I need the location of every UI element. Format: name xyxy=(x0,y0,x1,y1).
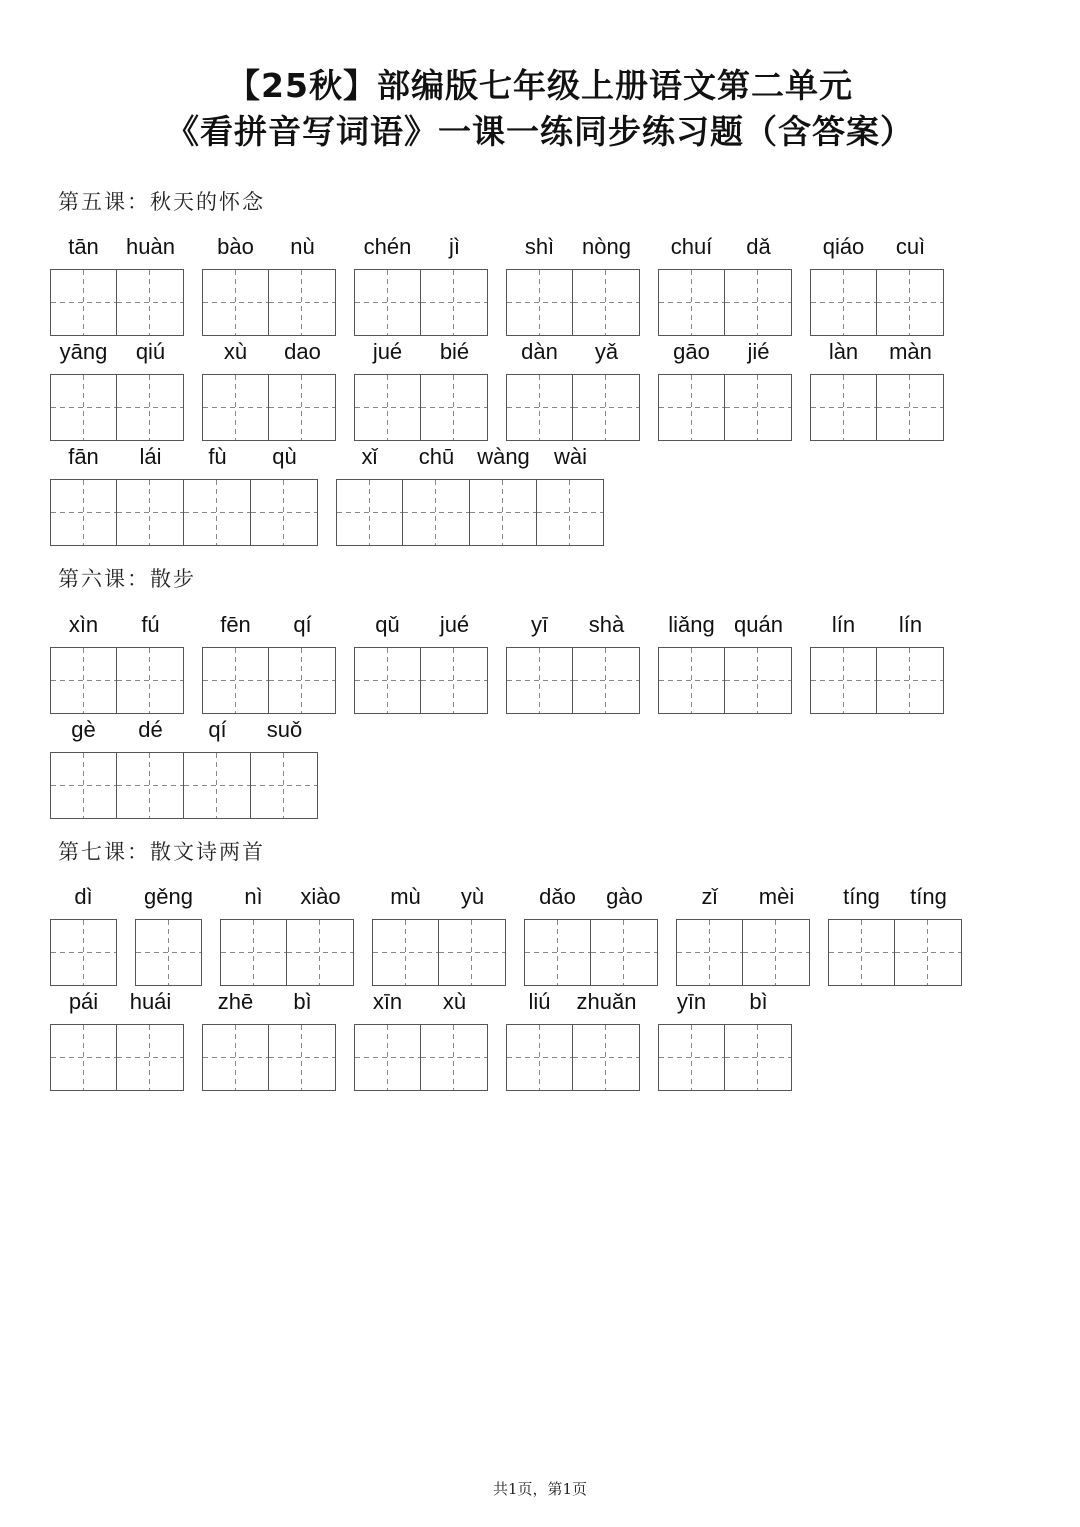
pinyin-label: màn xyxy=(889,339,932,364)
pinyin-label: zhē xyxy=(217,989,254,1014)
writing-grid-box[interactable] xyxy=(50,752,117,819)
pinyin-label: fù xyxy=(208,444,227,469)
writing-grid-box[interactable] xyxy=(725,374,792,441)
pinyin-label: qù xyxy=(272,444,297,469)
writing-grid-box[interactable] xyxy=(828,919,895,986)
writing-grid-box[interactable] xyxy=(877,647,944,714)
word-item xyxy=(50,715,318,820)
pinyin-label: fān xyxy=(68,444,99,469)
writing-grid-box[interactable] xyxy=(877,269,944,336)
word-item xyxy=(354,232,488,337)
pinyin-label: xìn xyxy=(68,612,99,637)
pinyin-label: huái xyxy=(129,989,172,1014)
pinyin-label: qiáo xyxy=(822,234,865,259)
writing-grid-box[interactable] xyxy=(810,647,877,714)
pinyin-label: xù xyxy=(223,339,248,364)
word-item xyxy=(354,987,488,1092)
word-item xyxy=(676,882,810,987)
pinyin-label: làn xyxy=(828,339,859,364)
writing-grid-box[interactable] xyxy=(506,647,573,714)
writing-grid-box[interactable] xyxy=(658,1024,725,1091)
word-item xyxy=(506,232,640,337)
pinyin-label: jì xyxy=(449,234,460,259)
pinyin-label: tíng xyxy=(910,884,947,909)
section-heading: 第五课：秋天的怀念 xyxy=(58,190,265,214)
pinyin-label: yǎ xyxy=(594,339,619,364)
pinyin-label: tíng xyxy=(843,884,880,909)
writing-grid-box[interactable] xyxy=(269,269,336,336)
writing-grid-box[interactable] xyxy=(50,1024,117,1091)
pinyin-label: fēn xyxy=(220,612,251,637)
word-item xyxy=(658,337,792,442)
word-item xyxy=(658,232,792,337)
pinyin-label: qǔ xyxy=(375,612,400,637)
pinyin-label: zǐ xyxy=(701,884,718,909)
writing-grid-box[interactable] xyxy=(506,269,573,336)
word-item xyxy=(336,442,604,547)
pinyin-label: nù xyxy=(290,234,315,259)
word-item xyxy=(135,882,202,987)
pinyin-label: yīn xyxy=(676,989,707,1014)
pinyin-label: qí xyxy=(208,717,227,742)
writing-grid-box[interactable] xyxy=(421,1024,488,1091)
writing-grid-box[interactable] xyxy=(403,479,470,546)
writing-grid-box[interactable] xyxy=(537,479,604,546)
writing-grid-box[interactable] xyxy=(184,479,251,546)
pinyin-label: wài xyxy=(553,444,587,469)
writing-grid-box[interactable] xyxy=(117,752,184,819)
pinyin-label: liǎng xyxy=(668,612,715,637)
writing-grid-box[interactable] xyxy=(251,479,318,546)
pinyin-label: dàn xyxy=(521,339,558,364)
writing-grid-box[interactable] xyxy=(372,919,439,986)
word-item xyxy=(506,337,640,442)
pinyin-label: yù xyxy=(460,884,485,909)
pinyin-label: jué xyxy=(439,612,470,637)
writing-grid-box[interactable] xyxy=(202,374,269,441)
writing-grid-box[interactable] xyxy=(117,269,184,336)
writing-grid-box[interactable] xyxy=(743,919,810,986)
word-item xyxy=(810,337,944,442)
pinyin-label: huàn xyxy=(126,234,175,259)
writing-grid-box[interactable] xyxy=(269,1024,336,1091)
page-footer: 共1页，第1页 xyxy=(492,1480,588,1498)
word-item xyxy=(354,337,488,442)
writing-grid-box[interactable] xyxy=(573,1024,640,1091)
word-item xyxy=(828,882,962,987)
writing-grid-box[interactable] xyxy=(220,919,287,986)
writing-grid-box[interactable] xyxy=(725,647,792,714)
pinyin-label: qí xyxy=(293,612,312,637)
writing-grid-box[interactable] xyxy=(658,269,725,336)
word-item xyxy=(810,610,944,715)
writing-grid-box[interactable] xyxy=(421,269,488,336)
word-item xyxy=(658,610,792,715)
pinyin-label: lín xyxy=(898,612,923,637)
writing-grid-box[interactable] xyxy=(50,374,117,441)
pinyin-label: dǎ xyxy=(746,234,771,259)
pinyin-label: bì xyxy=(293,989,312,1014)
writing-grid-box[interactable] xyxy=(725,1024,792,1091)
pinyin-label: gāo xyxy=(673,339,710,364)
page-title-line-1: 【25秋】部编版七年级上册语文第二单元 xyxy=(227,66,853,105)
writing-grid-box[interactable] xyxy=(50,647,117,714)
pinyin-label: tān xyxy=(68,234,99,259)
pinyin-label: chén xyxy=(363,234,412,259)
pinyin-label: dao xyxy=(284,339,321,364)
word-item xyxy=(524,882,658,987)
writing-grid-box[interactable] xyxy=(135,919,202,986)
pinyin-label: chū xyxy=(418,444,455,469)
pinyin-label: chuí xyxy=(670,234,713,259)
pinyin-label: xù xyxy=(442,989,467,1014)
pinyin-label: jié xyxy=(747,339,770,364)
writing-grid-box[interactable] xyxy=(117,479,184,546)
pinyin-label: lín xyxy=(831,612,856,637)
pinyin-label: dé xyxy=(138,717,163,742)
pinyin-label: bì xyxy=(749,989,768,1014)
word-item xyxy=(202,337,336,442)
pinyin-label: gěng xyxy=(144,884,193,909)
writing-grid-box[interactable] xyxy=(524,919,591,986)
writing-grid-box[interactable] xyxy=(573,374,640,441)
pinyin-label: nì xyxy=(244,884,263,909)
writing-grid-box[interactable] xyxy=(573,269,640,336)
writing-grid-box[interactable] xyxy=(117,1024,184,1091)
writing-grid-box[interactable] xyxy=(895,919,962,986)
writing-grid-box[interactable] xyxy=(117,647,184,714)
pinyin-label: suǒ xyxy=(266,717,303,742)
writing-grid-box[interactable] xyxy=(421,647,488,714)
word-item xyxy=(810,232,944,337)
writing-grid-box[interactable] xyxy=(50,479,117,546)
pinyin-label: xǐ xyxy=(361,444,378,469)
writing-grid-box[interactable] xyxy=(506,374,573,441)
word-item xyxy=(506,987,640,1092)
writing-grid-box[interactable] xyxy=(810,374,877,441)
page-title-line-2: 《看拼音写词语》一课一练同步练习题（含答案） xyxy=(166,112,914,151)
word-item xyxy=(220,882,354,987)
writing-grid-box[interactable] xyxy=(354,647,421,714)
word-item xyxy=(506,610,640,715)
word-item xyxy=(50,442,318,547)
writing-grid-box[interactable] xyxy=(202,1024,269,1091)
writing-grid-box[interactable] xyxy=(354,374,421,441)
writing-grid-box[interactable] xyxy=(50,269,117,336)
word-item xyxy=(354,610,488,715)
writing-grid-box[interactable] xyxy=(725,269,792,336)
writing-grid-box[interactable] xyxy=(421,374,488,441)
pinyin-label: bié xyxy=(439,339,470,364)
pinyin-label: qiú xyxy=(135,339,166,364)
writing-grid-box[interactable] xyxy=(251,752,318,819)
writing-grid-box[interactable] xyxy=(184,752,251,819)
writing-grid-box[interactable] xyxy=(269,374,336,441)
section-heading: 第六课：散步 xyxy=(58,567,196,591)
pinyin-label: zhuǎn xyxy=(576,989,637,1014)
pinyin-label: cuì xyxy=(895,234,926,259)
pinyin-label: mù xyxy=(390,884,421,909)
writing-grid-box[interactable] xyxy=(573,647,640,714)
pinyin-label: pái xyxy=(68,989,99,1014)
writing-grid-box[interactable] xyxy=(676,919,743,986)
pinyin-label: shà xyxy=(588,612,625,637)
pinyin-label: xīn xyxy=(372,989,403,1014)
pinyin-label: quán xyxy=(734,612,783,637)
writing-grid-box[interactable] xyxy=(877,374,944,441)
pinyin-label: dǎo xyxy=(539,884,576,909)
writing-grid-box[interactable] xyxy=(591,919,658,986)
word-item xyxy=(50,882,117,987)
writing-grid-box[interactable] xyxy=(202,647,269,714)
pinyin-label: lái xyxy=(139,444,162,469)
pinyin-label: yāng xyxy=(59,339,108,364)
writing-grid-box[interactable] xyxy=(810,269,877,336)
word-item xyxy=(50,232,184,337)
word-item xyxy=(50,337,184,442)
pinyin-label: dì xyxy=(74,884,93,909)
writing-grid-box[interactable] xyxy=(439,919,506,986)
writing-grid-box[interactable] xyxy=(506,1024,573,1091)
section-heading: 第七课：散文诗两首 xyxy=(58,840,265,864)
pinyin-label: xiào xyxy=(300,884,341,909)
writing-grid-box[interactable] xyxy=(50,919,117,986)
word-item xyxy=(50,610,184,715)
writing-grid-box[interactable] xyxy=(658,374,725,441)
pinyin-label: gào xyxy=(606,884,643,909)
word-item xyxy=(50,987,184,1092)
writing-grid-box[interactable] xyxy=(117,374,184,441)
pinyin-label: liú xyxy=(528,989,551,1014)
pinyin-label: yī xyxy=(530,612,549,637)
pinyin-label: mèi xyxy=(758,884,795,909)
pinyin-label: shì xyxy=(524,234,555,259)
word-item xyxy=(658,987,792,1092)
writing-grid-box[interactable] xyxy=(354,1024,421,1091)
word-item xyxy=(372,882,506,987)
writing-grid-box[interactable] xyxy=(658,647,725,714)
pinyin-label: nòng xyxy=(582,234,631,259)
pinyin-label: bào xyxy=(217,234,254,259)
word-item xyxy=(202,610,336,715)
word-item xyxy=(202,987,336,1092)
writing-grid-box[interactable] xyxy=(269,647,336,714)
writing-grid-box[interactable] xyxy=(202,269,269,336)
word-item xyxy=(202,232,336,337)
pinyin-label: wàng xyxy=(477,444,530,469)
pinyin-label: fú xyxy=(141,612,160,637)
writing-grid-box[interactable] xyxy=(287,919,354,986)
pinyin-label: jué xyxy=(372,339,403,364)
writing-grid-box[interactable] xyxy=(470,479,537,546)
writing-grid-box[interactable] xyxy=(354,269,421,336)
pinyin-label: gè xyxy=(71,717,96,742)
writing-grid-box[interactable] xyxy=(336,479,403,546)
